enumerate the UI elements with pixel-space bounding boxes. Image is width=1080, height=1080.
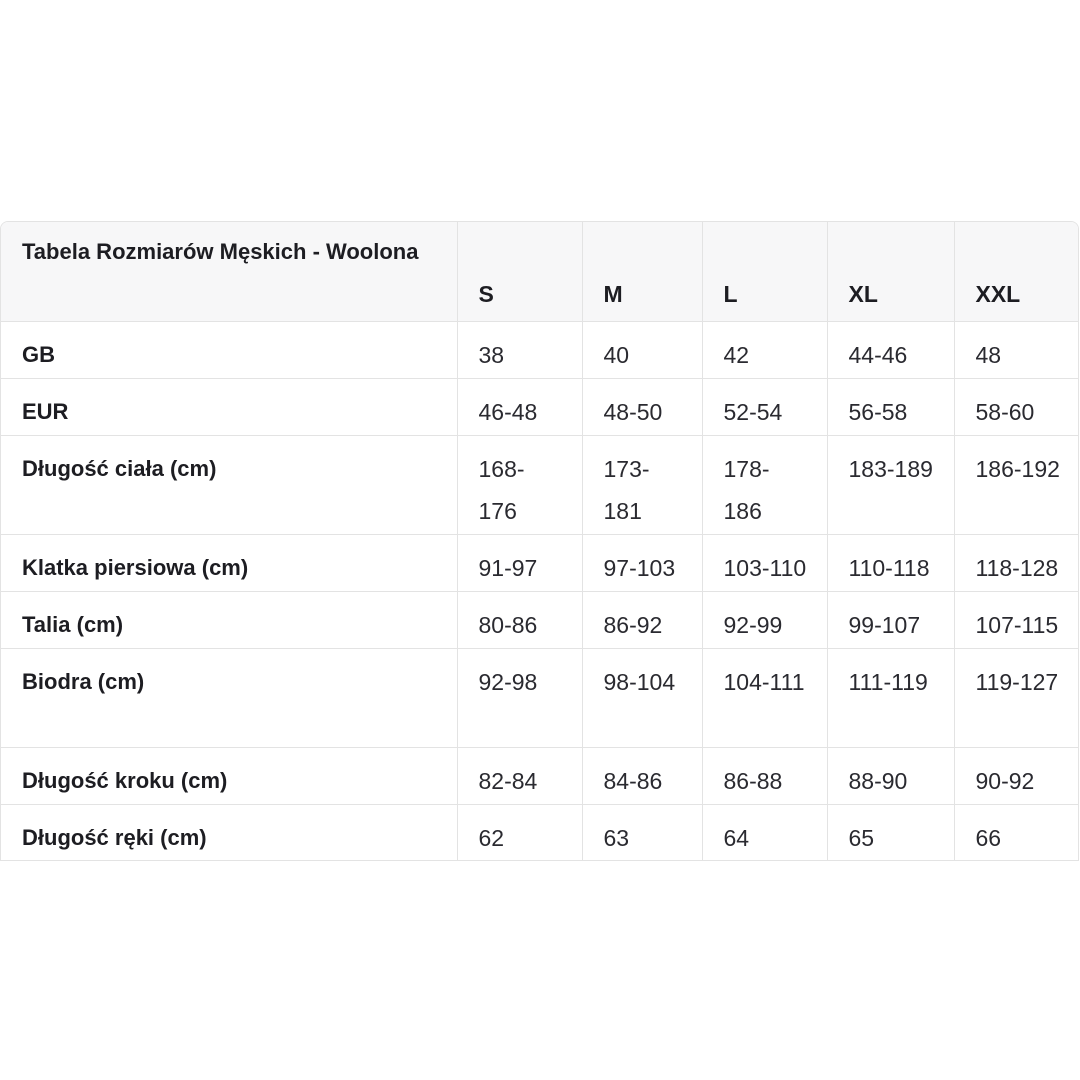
table-cell: 98-104 xyxy=(582,648,702,747)
table-cell: 186-192 xyxy=(954,435,1079,534)
size-header-m: M xyxy=(582,222,702,321)
row-label: Długość ciała (cm) xyxy=(1,435,457,534)
table-cell: 92-99 xyxy=(702,591,827,648)
size-header-xxl: XXL xyxy=(954,222,1079,321)
table-cell: 82-84 xyxy=(457,747,582,804)
table-cell: 42 xyxy=(702,321,827,378)
table-row-body-length xyxy=(1,435,1079,534)
table-cell: 103-110 xyxy=(702,534,827,591)
table-cell: 88-90 xyxy=(827,747,954,804)
table-cell: 119-127 xyxy=(954,648,1079,747)
size-chart-table xyxy=(1,222,1079,861)
table-cell: 107-115 xyxy=(954,591,1079,648)
table-row-eur xyxy=(1,378,1079,435)
table-cell: 63 xyxy=(582,804,702,860)
table-cell: 110-118 xyxy=(827,534,954,591)
size-chart-table-card xyxy=(0,221,1079,861)
table-row-hips xyxy=(1,648,1079,747)
table-cell: 38 xyxy=(457,321,582,378)
row-label: Talia (cm) xyxy=(1,591,457,648)
row-label: GB xyxy=(1,321,457,378)
table-title: Tabela Rozmiarów Męskich - Woolona xyxy=(1,222,457,321)
table-cell: 111-119 xyxy=(827,648,954,747)
table-cell: 104-111 xyxy=(702,648,827,747)
size-header-s: S xyxy=(457,222,582,321)
table-row-gb xyxy=(1,321,1079,378)
table-cell: 178-186 xyxy=(702,435,827,534)
table-cell: 183-189 xyxy=(827,435,954,534)
table-cell: 84-86 xyxy=(582,747,702,804)
table-cell: 91-97 xyxy=(457,534,582,591)
size-header-l: L xyxy=(702,222,827,321)
table-cell: 86-88 xyxy=(702,747,827,804)
table-cell: 48 xyxy=(954,321,1079,378)
table-cell: 86-92 xyxy=(582,591,702,648)
table-cell: 64 xyxy=(702,804,827,860)
table-row-inseam xyxy=(1,747,1079,804)
row-label: Długość kroku (cm) xyxy=(1,747,457,804)
table-cell: 118-128 xyxy=(954,534,1079,591)
table-cell: 80-86 xyxy=(457,591,582,648)
table-cell: 44-46 xyxy=(827,321,954,378)
table-cell: 52-54 xyxy=(702,378,827,435)
table-cell: 99-107 xyxy=(827,591,954,648)
table-cell: 40 xyxy=(582,321,702,378)
table-cell: 92-98 xyxy=(457,648,582,747)
table-cell: 173-181 xyxy=(582,435,702,534)
size-header-xl: XL xyxy=(827,222,954,321)
row-label: EUR xyxy=(1,378,457,435)
table-cell: 97-103 xyxy=(582,534,702,591)
table-cell: 62 xyxy=(457,804,582,860)
table-cell: 90-92 xyxy=(954,747,1079,804)
table-cell: 56-58 xyxy=(827,378,954,435)
table-cell: 168-176 xyxy=(457,435,582,534)
table-cell: 48-50 xyxy=(582,378,702,435)
table-row-chest xyxy=(1,534,1079,591)
table-row-sleeve xyxy=(1,804,1079,860)
table-header-row xyxy=(1,222,1079,321)
table-cell: 65 xyxy=(827,804,954,860)
row-label: Biodra (cm) xyxy=(1,648,457,747)
table-row-waist xyxy=(1,591,1079,648)
row-label: Klatka piersiowa (cm) xyxy=(1,534,457,591)
table-cell: 66 xyxy=(954,804,1079,860)
table-cell: 58-60 xyxy=(954,378,1079,435)
table-cell: 46-48 xyxy=(457,378,582,435)
row-label: Długość ręki (cm) xyxy=(1,804,457,860)
